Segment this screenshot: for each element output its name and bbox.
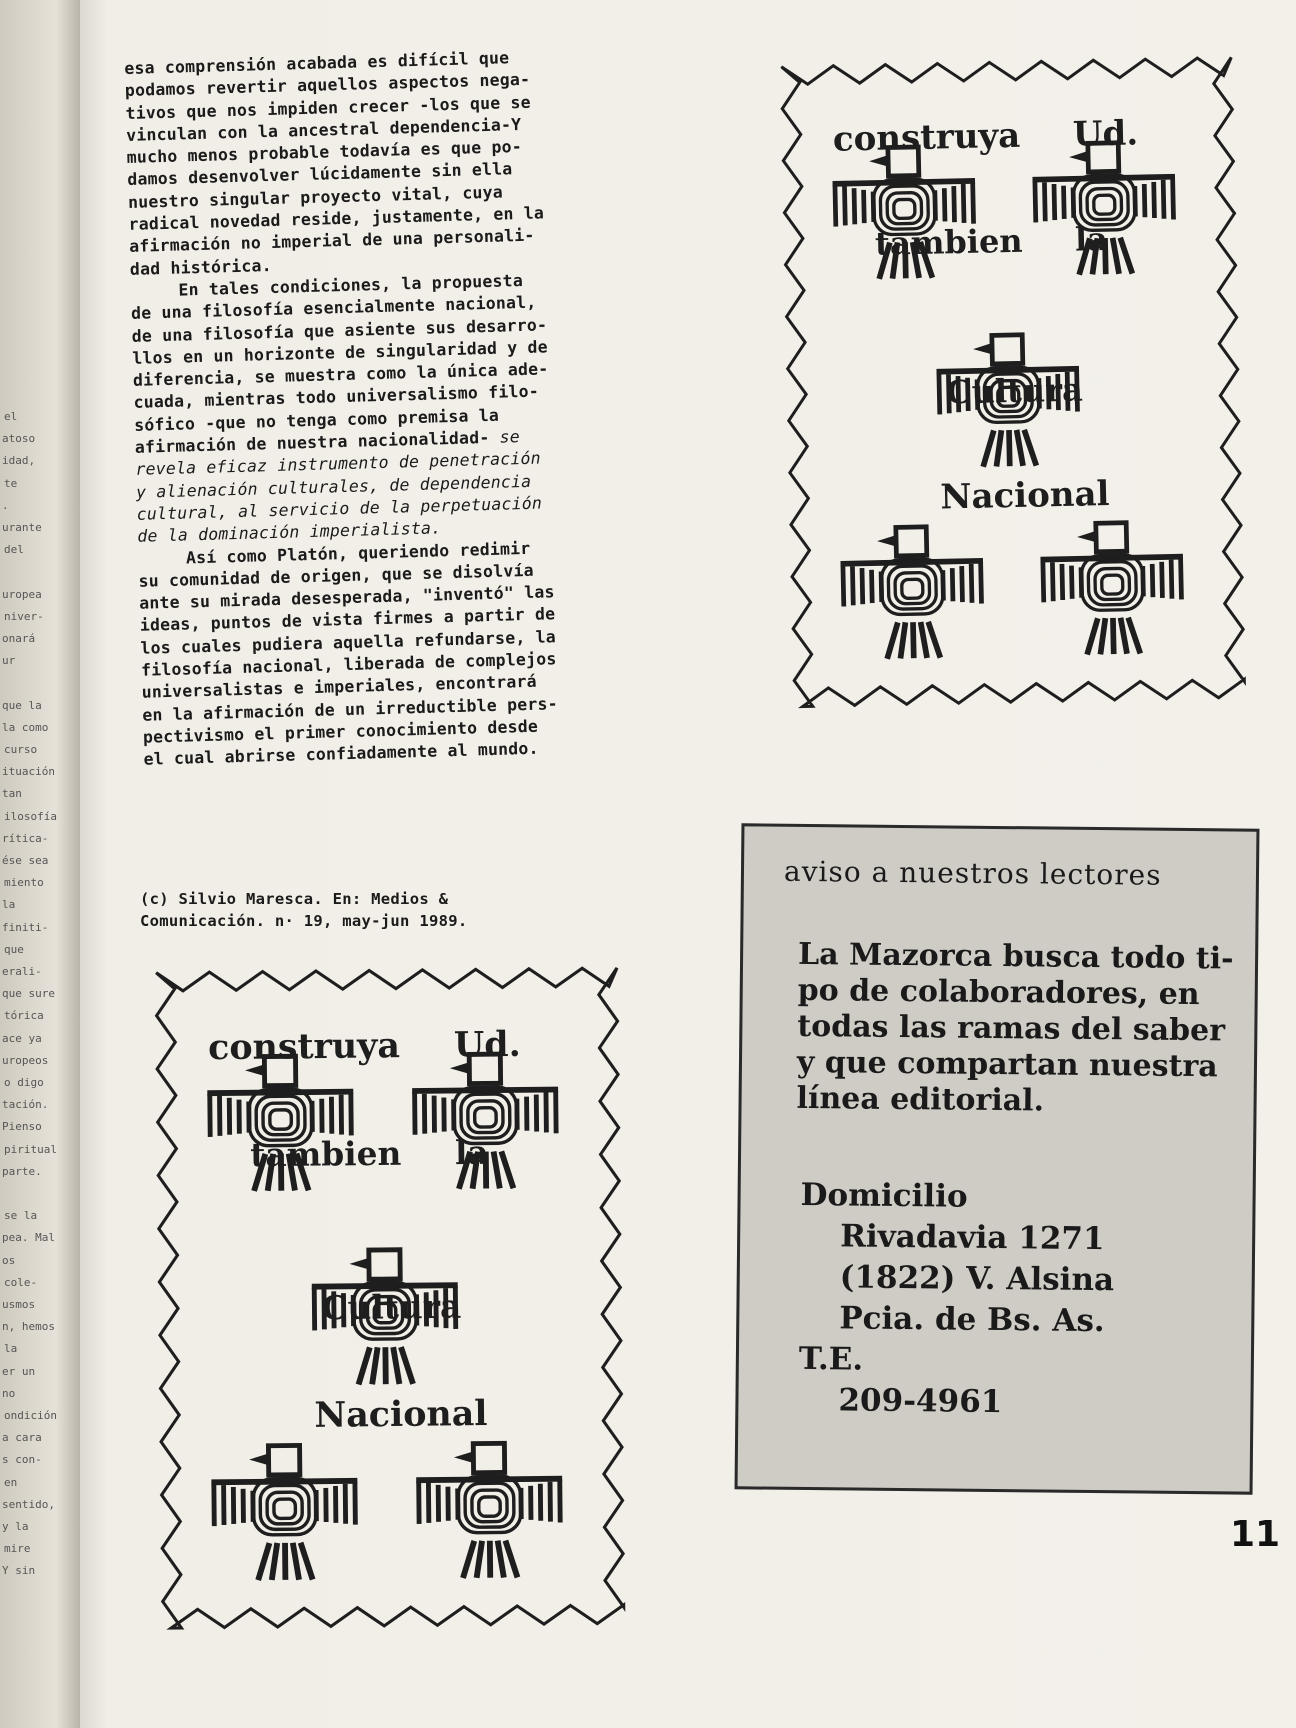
gutter-text-fragment: rítica- [2, 831, 49, 845]
gutter-text-fragment: atoso [2, 432, 36, 446]
article-line: dad histórica. [129, 255, 272, 279]
article-line: de la dominación imperialista. [137, 518, 442, 547]
poster-word-la: la [454, 1132, 489, 1173]
notice-address [798, 1175, 1115, 1424]
article-line: cuada, mientras todo universalismo filo- [133, 382, 540, 413]
article-line: mucho menos probable todavía es que po- [126, 137, 523, 168]
gutter-text-fragment: que [4, 942, 24, 956]
gutter-text-fragment: tan [2, 787, 22, 801]
gutter-text-fragment: er un [2, 1364, 36, 1378]
article-line: y alienación culturales, de dependencia [135, 471, 532, 502]
poster-word-construya: construya [207, 1025, 401, 1069]
notice-body [796, 937, 1233, 1122]
notice-body-line: La Mazorca busca todo ti- [797, 936, 1234, 977]
gutter-text-fragment: tórica [4, 1009, 44, 1023]
gutter-text-fragment: cole- [4, 1275, 38, 1289]
article-paragraph-2 [130, 265, 697, 548]
article-line: universalistas e imperiales, encontrará [141, 672, 538, 703]
article-line: damos desenvolver lúcidamente sin ella [127, 159, 513, 190]
article-line: cultural, al servicio de la perpetuación [136, 493, 543, 524]
gutter-text-fragment: la como [2, 720, 49, 734]
notice-body-line: po de colaboradores, en [797, 972, 1200, 1013]
credit-line-1: (c) Silvio Maresca. En: Medios & [140, 890, 449, 908]
article-text [124, 42, 704, 771]
poster-word-ud: Ud. [453, 1023, 521, 1066]
gutter-text-fragment: tación. [2, 1098, 49, 1112]
readers-notice [735, 823, 1260, 1494]
previous-page-gutter [0, 0, 80, 1728]
article-line: sófico -que no tenga como premisa la [133, 405, 500, 435]
article-line: de una filosofía que asiente sus desarro- [131, 314, 548, 346]
notice-body-line: y que compartan nuestra [796, 1044, 1218, 1085]
article-line: ideas, puntos de vista firmes a partir de [139, 604, 556, 636]
article-line: su comunidad de origen, que se disolvía [138, 560, 534, 591]
poster-word-ud: Ud. [1072, 113, 1139, 155]
article-paragraph-3 [138, 533, 704, 772]
article-line: afirmación no imperial de una personali- [129, 225, 535, 257]
gutter-text-fragment: pea. Mal [2, 1231, 55, 1245]
article-line: vinculan con la ancestral dependencia-Y [125, 114, 522, 145]
poster-word-cultura: Cultura [945, 370, 1084, 412]
article-line: el cual abrirse confiadamente al mundo. [143, 738, 539, 769]
poster-word-nacional: Nacional [939, 474, 1110, 518]
article-line: esa comprensión acabada es difícil que [124, 48, 510, 78]
gutter-text-fragment: erali- [2, 965, 42, 978]
notice-body-line: todas las ramas del saber [797, 1008, 1226, 1049]
article-line: diferencia, se muestra como la única ade- [132, 359, 549, 391]
gutter-text-fragment: ace ya [2, 1031, 42, 1045]
gutter-text-fragment: os [2, 1253, 16, 1267]
gutter-text-fragment: el [4, 410, 18, 423]
article-credit [140, 888, 620, 932]
poster-word-tambien: tambien [250, 1133, 402, 1175]
article-paragraph-1 [124, 42, 690, 281]
gutter-text-fragment: la [4, 1342, 18, 1356]
gutter-text-fragment: miento [4, 876, 44, 890]
gutter-text-fragment: s con- [2, 1453, 42, 1467]
article-line: Así como Platón, queriendo redimir [185, 538, 531, 567]
address-line: Pcia. de Bs. As. [839, 1300, 1105, 1340]
article-line: nuestro singular proyecto vital, cuya [127, 182, 504, 212]
article-line-text: afirmación de nuestra nacionalidad- [134, 427, 500, 457]
gutter-text-fragment: ur [2, 654, 16, 668]
gutter-text-fragment: onará [2, 632, 36, 645]
article-line-italic: se [499, 427, 521, 447]
bird-icon [1040, 521, 1185, 655]
gutter-text-fragment: ondición [4, 1409, 57, 1422]
gutter-text-fragment: y la [2, 1520, 29, 1533]
gutter-text-fragment: piritual [4, 1142, 57, 1156]
bird-icon [416, 1443, 563, 1579]
gutter-text-fragment: idad, [2, 454, 36, 468]
credit-line-2: Comunicación. n· 19, may-jun 1989. [140, 912, 468, 930]
article-line: en la afirmación de un irreductible pers- [142, 693, 558, 725]
article-line: de una filosofía esencialmente nacional, [130, 292, 537, 324]
gutter-text-fragment: mire [4, 1542, 31, 1556]
notice-body-line: línea editorial. [796, 1080, 1045, 1119]
page-number: 11 [1230, 1514, 1281, 1555]
article-line: filosofía nacional, liberada de complejos [140, 649, 557, 680]
cultura-nacional-poster-top [771, 47, 1255, 717]
article-line: tivos que nos impiden crecer -los que se [125, 92, 532, 123]
article-line: los cuales pudiera aquella refundarse, la [140, 626, 557, 658]
phone-number: 209-4961 [838, 1382, 1003, 1421]
gutter-text-fragment: uropea [2, 587, 42, 601]
poster-illustration [771, 47, 1255, 717]
gutter-text-fragment: n, hemos [2, 1320, 55, 1334]
article-line: podamos revertir aquellos aspectos nega- [124, 69, 531, 101]
gutter-text-fragment: Y sin [2, 1564, 36, 1578]
gutter-text-fragment: usmos [2, 1298, 36, 1311]
gutter-text-fragment: niver- [4, 609, 44, 623]
gutter-text-fragment: te [4, 476, 18, 490]
gutter-text-fragment: parte. [2, 1164, 42, 1178]
gutter-text-fragment: a cara [2, 1431, 42, 1445]
gutter-text-fragment: Pienso [2, 1120, 42, 1134]
gutter-text-fragment: se la [4, 1209, 38, 1223]
article-line: llos en un horizonte de singularidad y de [132, 337, 548, 368]
article-line: radical novedad reside, justamente, en la [128, 203, 545, 235]
cultura-nacional-poster-bottom [136, 957, 643, 1638]
gutter-text-fragment: . [2, 498, 9, 512]
gutter-text-fragment: sentido, [2, 1497, 55, 1511]
gutter-text-fragment: urante [2, 521, 42, 534]
poster-word-cultura: Cultura [321, 1286, 462, 1328]
phone-label: T.E. [798, 1340, 864, 1378]
gutter-text-fragment: ilosofía [4, 809, 57, 823]
bird-icon [211, 1445, 358, 1581]
gutter-text-fragment: del [4, 543, 24, 557]
article-line: ante su mirada desesperada, "inventó" las [138, 582, 555, 613]
poster-word-construya: construya [832, 115, 1021, 160]
address-line: (1822) V. Alsina [839, 1259, 1115, 1299]
gutter-text-fragment: curso [4, 743, 38, 756]
poster-word-la: la [1074, 219, 1109, 259]
notice-heading: aviso a nuestros lectores [783, 854, 1162, 892]
gutter-text-fragment: o digo [4, 1076, 44, 1089]
gutter-text-fragment: la [2, 898, 16, 912]
gutter-text-fragment: en [4, 1475, 18, 1489]
gutter-text-fragment: finiti- [2, 920, 49, 934]
bird-icon [840, 526, 985, 660]
poster-illustration [136, 957, 643, 1638]
address-label: Domicilio [800, 1176, 968, 1215]
address-line: Rivadavia 1271 [839, 1218, 1105, 1258]
gutter-text-fragment: que sure [2, 987, 55, 1001]
poster-word-tambien: tambien [874, 221, 1023, 263]
article-line: revela eficaz instrumento de penetración [135, 448, 541, 480]
gutter-text-fragment: ése sea [2, 854, 49, 867]
poster-word-nacional: Nacional [314, 1393, 488, 1436]
article-line: En tales condiciones, la propuesta [178, 270, 524, 300]
gutter-text-fragment: uropeos [2, 1053, 49, 1067]
gutter-text-fragment: ituación [2, 765, 55, 779]
gutter-text-fragment: que la [2, 698, 42, 712]
article-line: pectivismo el primer conocimiento desde [142, 716, 539, 747]
gutter-text-fragment: no [2, 1386, 16, 1400]
